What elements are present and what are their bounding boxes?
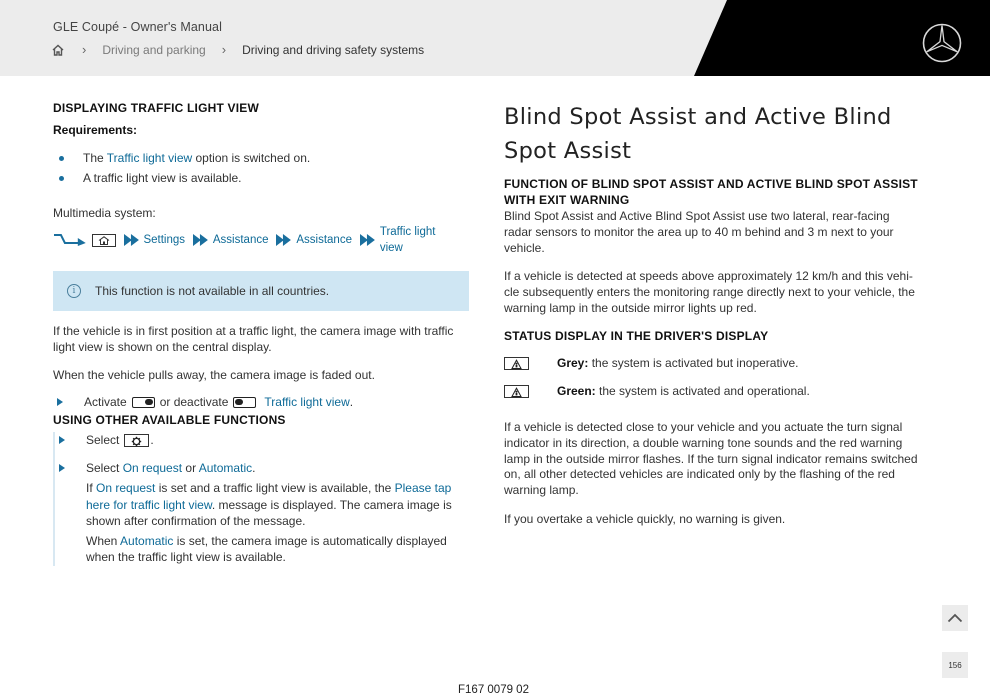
- breadcrumb-driving-and-parking[interactable]: Driving and parking: [102, 42, 206, 57]
- select-text-2: Select: [86, 461, 123, 475]
- automatic-link-2[interactable]: Automatic: [120, 533, 174, 548]
- on-request-link[interactable]: On request: [122, 461, 183, 475]
- path-start-arrow-icon: [53, 233, 87, 247]
- req1-text-end: option is switched on.: [192, 151, 311, 165]
- blind-spot-warning-icon: [504, 385, 529, 398]
- multimedia-system-label: Multimedia system:: [53, 206, 156, 220]
- right-column: [504, 100, 920, 527]
- breadcrumb: [52, 42, 424, 57]
- select-end: .: [150, 433, 154, 447]
- activate-end: .: [349, 395, 354, 409]
- list-item: A traffic light view is available.: [53, 170, 469, 186]
- double-chevron-icon: [360, 234, 376, 246]
- select-step-2: [55, 460, 469, 476]
- cond2-post: is set, the camera image is automatically displayed when the traffic light view is available.: [86, 533, 447, 564]
- step-arrow-icon: [59, 436, 65, 444]
- status-grey-text: the system is activated but inoperative.: [588, 356, 799, 370]
- chevron-up-icon: [947, 613, 963, 623]
- cond1-pre: If: [86, 481, 97, 495]
- paragraph-pulls-away: When the vehicle pulls away, the camera image is faded out.: [53, 368, 375, 382]
- double-chevron-icon: [193, 234, 209, 246]
- status-heading: STATUS DISPLAY IN THE DRIVER'S DISPLAY: [504, 329, 769, 343]
- status-green-row: [504, 383, 920, 399]
- please-tap-link[interactable]: Please tap here for traffic light view: [86, 481, 452, 512]
- overtake-text: If you overtake a vehicle quickly, no warning is given.: [504, 511, 786, 526]
- home-icon[interactable]: [52, 44, 64, 56]
- function-heading: FUNCTION OF BLIND SPOT ASSIST AND ACTIVE BLIND SPOT ASSIST WITH EXIT WARNING: [504, 177, 918, 207]
- page-number-badge[interactable]: 156: [942, 652, 968, 678]
- info-note: [53, 271, 469, 311]
- toggle-off-icon[interactable]: [233, 397, 256, 408]
- left-column: [53, 100, 469, 566]
- menu-settings[interactable]: Settings: [143, 234, 185, 246]
- status-green-text: the system is activated and operational.: [595, 384, 810, 398]
- scroll-top-button[interactable]: [942, 605, 968, 631]
- function-text: Blind Spot Assist and Active Blind Spot Assist use two lateral, rear-facing radar sensors to monitor the area up to 40 m behind and 3 m next to your vehicle.: [504, 209, 894, 255]
- close-vehicle-text: If a vehicle is detected close to your vehicle and you actuate the turn signal indicator in its direction, a double warning tone sounds and the red warning lamp in the outside mirror flashes. If the turn signal indicator remains switched on, all other detected vehicles are indicated only by the flashing of the red warning lamp.: [504, 420, 918, 498]
- breadcrumb-current[interactable]: Driving and driving safety systems: [242, 42, 425, 57]
- other-functions-block: [53, 432, 469, 566]
- menu-path: [53, 224, 469, 256]
- cond1-post: . message is displayed. The camera image is shown after confirmation of the message.: [86, 497, 452, 528]
- paragraph-first-position: If the vehicle is in first position at a traffic light, the camera image with traffic light view is shown on the central display.: [53, 324, 454, 354]
- requirements-label: Requirements:: [53, 123, 138, 137]
- double-chevron-icon: [276, 234, 292, 246]
- condition-on-request: [55, 480, 469, 530]
- blind-spot-warning-icon: [504, 357, 529, 370]
- status-grey-row: [504, 355, 920, 371]
- menu-assistance[interactable]: Assistance: [212, 234, 269, 246]
- select-text: Select: [86, 433, 120, 447]
- toggle-on-icon[interactable]: [132, 397, 155, 408]
- chevron-right-icon: ›: [221, 42, 227, 57]
- on-request-link-2[interactable]: On request: [96, 481, 156, 495]
- activate-text: Activate: [84, 395, 127, 409]
- status-green-label: Green:: [557, 384, 596, 398]
- section-heading-other-functions: USING OTHER AVAILABLE FUNCTIONS: [53, 413, 286, 427]
- manual-title: GLE Coupé - Owner's Manual: [53, 20, 222, 34]
- menu-traffic-light-view[interactable]: Traffic light view: [379, 226, 436, 254]
- section-heading-traffic-light: DISPLAYING TRAFFIC LIGHT VIEW: [53, 101, 260, 115]
- automatic-link[interactable]: Automatic: [198, 461, 253, 475]
- requirements-list: [53, 150, 469, 186]
- mercedes-star-icon: [922, 23, 962, 63]
- info-note-text: This function is not available in all countries.: [95, 284, 330, 298]
- info-icon: i: [67, 284, 81, 298]
- list-item: [53, 150, 469, 166]
- step-arrow-icon: [59, 464, 65, 472]
- deactivate-text: or deactivate: [159, 395, 229, 409]
- menu-assistance-sub[interactable]: Assistance: [296, 234, 352, 246]
- double-chevron-icon: [124, 234, 140, 246]
- req1-text: The: [83, 151, 107, 165]
- home-menu-icon: [92, 234, 116, 247]
- cond1-mid: is set and a traffic light view is available, the: [155, 481, 395, 495]
- traffic-light-view-toggle-link[interactable]: Traffic light view: [264, 395, 350, 409]
- step-arrow-icon: [57, 398, 63, 406]
- condition-automatic: [55, 533, 469, 566]
- or-text: or: [182, 461, 199, 475]
- select-end-2: .: [252, 461, 256, 475]
- traffic-light-view-link[interactable]: Traffic light view: [106, 151, 193, 165]
- header-bar: [0, 0, 990, 76]
- chevron-right-icon: ›: [82, 42, 87, 57]
- cond2-pre: When: [86, 533, 121, 548]
- page-title: Blind Spot Assist and Active Blind Spot Assist: [504, 104, 892, 164]
- figure-code: F167 0079 02: [458, 684, 529, 696]
- status-grey-label: Grey:: [557, 356, 589, 370]
- select-step-1: [55, 432, 469, 448]
- detection-text: If a vehicle is detected at speeds above approximately 12 km/h and this vehicle subsequently enters the monitoring range directly next to your vehicle, the warning lamp in the outside mirror lights up red.: [504, 269, 915, 315]
- settings-gear-icon[interactable]: [124, 434, 149, 447]
- activate-step: [53, 394, 469, 410]
